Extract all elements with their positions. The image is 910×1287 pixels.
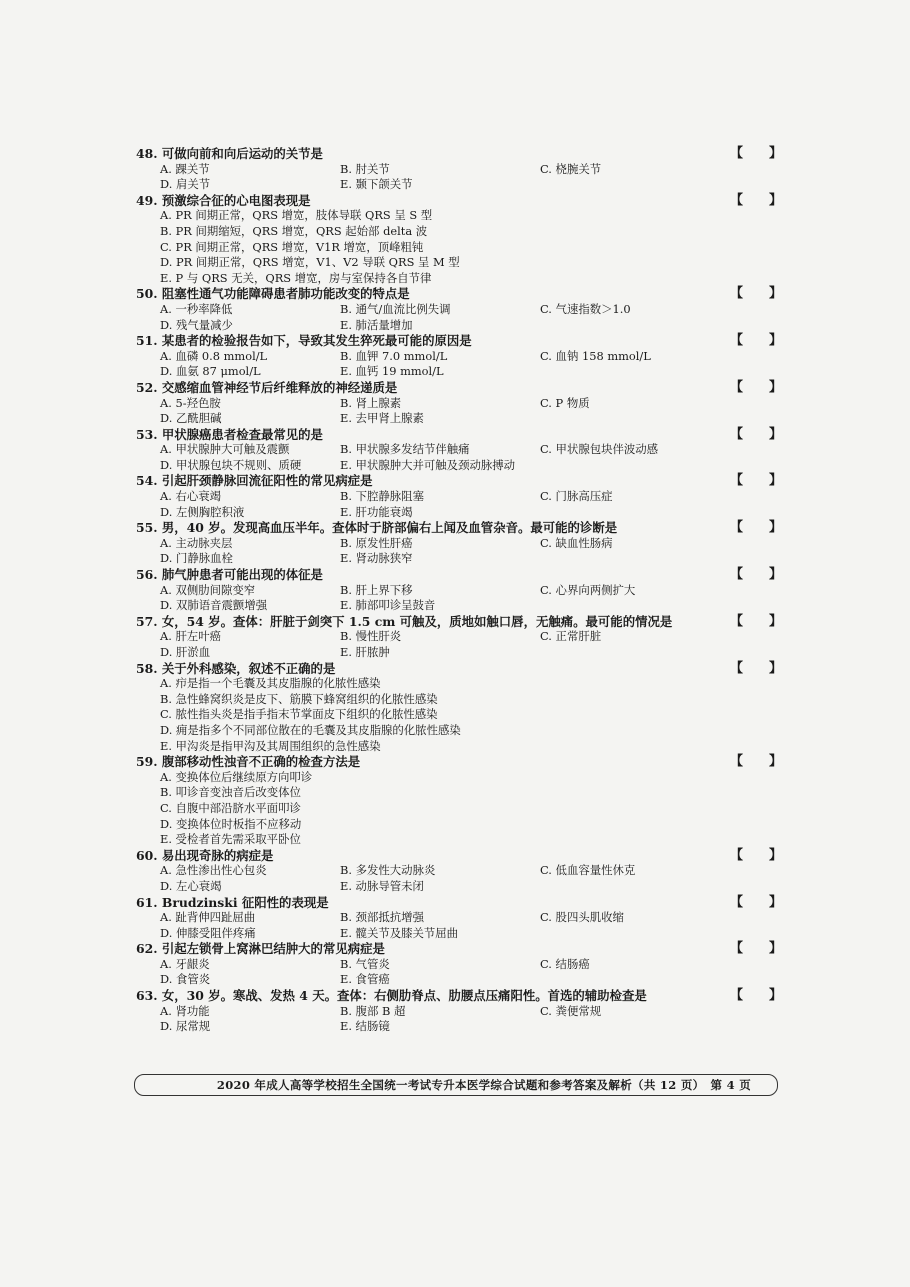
option-list	[160, 442, 796, 473]
answer-option: E. 肺部叩诊呈鼓音	[340, 598, 436, 613]
answer-option: B. 肾上腺素	[340, 395, 402, 410]
option-list	[160, 302, 796, 333]
answer-option: A. 急性渗出性心包炎	[160, 863, 267, 878]
bracket-close: 】	[768, 894, 782, 910]
answer-bracket[interactable]	[730, 333, 782, 349]
bracket-open: 【	[730, 379, 744, 395]
bracket-open: 【	[730, 847, 744, 863]
answer-option: C. 自腹中部沿脐水平面叩诊	[160, 800, 301, 815]
question-list	[136, 146, 796, 1035]
bracket-open: 【	[730, 567, 744, 583]
answer-bracket[interactable]	[730, 941, 782, 957]
answer-option: E. 甲状腺肿大并可触及颈动脉搏动	[340, 457, 516, 472]
bracket-close: 】	[768, 333, 782, 349]
answer-option: E. 食管癌	[340, 972, 390, 987]
answer-option: B. 肘关节	[340, 161, 390, 176]
answer-bracket[interactable]	[730, 614, 782, 630]
answer-option: A. 血磷 0.8 mmol/L	[160, 348, 268, 363]
answer-option: B. 慢性肝炎	[340, 629, 402, 644]
answer-option: B. PR 间期缩短，QRS 增宽，QRS 起始部 delta 波	[160, 223, 428, 238]
answer-option: A. 踝关节	[160, 161, 210, 176]
answer-bracket[interactable]	[730, 895, 782, 911]
question-stem-text: 55. 男，40 岁。发现高血压半年。查体时于脐部偏右上闻及血管杂音。最可能的诊断是	[136, 520, 618, 536]
option-list	[160, 583, 796, 614]
bracket-open: 【	[730, 754, 744, 770]
answer-option: D. 左侧胸腔积液	[160, 504, 245, 519]
question-stem	[136, 895, 796, 911]
bracket-close: 】	[768, 988, 782, 1004]
question-item	[136, 473, 796, 520]
answer-option: D. 双肺语音震颤增强	[160, 598, 268, 613]
option-list	[160, 863, 796, 894]
question-item	[136, 567, 796, 614]
answer-option: E. 去甲肾上腺素	[340, 411, 424, 426]
bracket-close: 】	[768, 754, 782, 770]
answer-option: E. 动脉导管未闭	[340, 878, 424, 893]
answer-option: C. 血钠 158 mmol/L	[540, 348, 651, 363]
answer-option: C. 甲状腺包块伴波动感	[540, 442, 659, 457]
option-list	[160, 910, 796, 941]
option-list	[160, 349, 796, 380]
answer-bracket[interactable]	[730, 520, 782, 536]
question-stem-text: 48. 可做向前和向后运动的关节是	[136, 146, 323, 161]
answer-option: E. P 与 QRS 无关，QRS 增宽，房与室保持各自节律	[160, 270, 432, 285]
answer-option: E. 血钙 19 mmol/L	[340, 364, 444, 379]
answer-option: B. 通气/血流比例失调	[340, 301, 451, 316]
question-stem-text: 58. 关于外科感染，叙述不正确的是	[136, 660, 336, 676]
question-item	[136, 333, 796, 380]
bracket-open: 【	[730, 613, 744, 629]
bracket-close: 】	[768, 379, 782, 395]
answer-option: C. 正常肝脏	[540, 629, 602, 644]
option-list	[160, 629, 796, 660]
question-item	[136, 146, 796, 193]
page-footer	[134, 1074, 778, 1096]
answer-option: B. 急性蜂窝织炎是皮下、筋膜下蜂窝组织的化脓性感染	[160, 691, 438, 706]
answer-option: C. 低血容量性休克	[540, 863, 636, 878]
question-item	[136, 895, 796, 942]
question-stem-text: 61. Brudzinski 征阳性的表现是	[136, 894, 329, 910]
bracket-close: 】	[768, 426, 782, 442]
answer-option: A. 肾功能	[160, 1003, 210, 1018]
answer-option: E. 肝功能衰竭	[340, 504, 413, 519]
option-list	[160, 396, 796, 427]
bracket-open: 【	[730, 894, 744, 910]
bracket-open: 【	[730, 286, 744, 302]
question-stem-text: 63. 女，30 岁。寒战、发热 4 天。查体：右侧肋脊点、肋腰点压痛阳性。首选的辅助检查是	[136, 988, 647, 1004]
answer-option: A. 一秒率降低	[160, 301, 233, 316]
option-list	[160, 162, 796, 193]
question-stem-text: 57. 女，54 岁。查体：肝脏于剑突下 1.5 cm 可触及，质地如触口唇，无触痛。最可能的情况是	[136, 613, 673, 629]
answer-bracket[interactable]	[730, 567, 782, 583]
answer-option: A. 肝左叶癌	[160, 629, 222, 644]
question-stem-text: 51. 某患者的检验报告如下，导致其发生猝死最可能的原因是	[136, 333, 472, 349]
question-item	[136, 520, 796, 567]
answer-option: D. 左心衰竭	[160, 878, 222, 893]
answer-option: D. 残气量减少	[160, 317, 233, 332]
bracket-open: 【	[730, 333, 744, 349]
question-stem	[136, 427, 796, 443]
bracket-open: 【	[730, 473, 744, 489]
answer-option: D. 变换体位时板指不应移动	[160, 816, 302, 831]
answer-bracket[interactable]	[730, 286, 782, 302]
answer-option: D. 肩关节	[160, 177, 211, 192]
question-stem	[136, 567, 796, 583]
answer-option: C. 心界向两侧扩大	[540, 582, 636, 597]
answer-option: A. 甲状腺肿大可触及震颤	[160, 442, 290, 457]
option-list	[160, 1004, 796, 1035]
answer-bracket[interactable]	[730, 193, 782, 209]
answer-bracket[interactable]	[730, 848, 782, 864]
answer-option: A. 主动脉夹层	[160, 535, 233, 550]
bracket-close: 】	[768, 520, 782, 536]
bracket-close: 】	[768, 847, 782, 863]
bracket-open: 【	[730, 941, 744, 957]
answer-option: C. P 物质	[540, 395, 590, 410]
question-stem-text: 60. 易出现奇脉的病症是	[136, 847, 274, 863]
bracket-close: 】	[768, 567, 782, 583]
question-item	[136, 614, 796, 661]
answer-option: C. 结肠癌	[540, 956, 590, 971]
bracket-open: 【	[730, 192, 744, 208]
question-item	[136, 661, 796, 755]
bracket-close: 】	[768, 286, 782, 302]
answer-option: C. 粪便常规	[540, 1003, 602, 1018]
answer-bracket[interactable]	[730, 988, 782, 1004]
question-stem	[136, 754, 796, 770]
answer-option: C. 门脉高压症	[540, 489, 613, 504]
question-stem	[136, 286, 796, 302]
question-stem	[136, 614, 796, 630]
answer-option: C. 脓性指头炎是指手指末节掌面皮下组织的化脓性感染	[160, 707, 438, 722]
answer-option: E. 髋关节及膝关节屈曲	[340, 925, 459, 940]
option-list	[160, 536, 796, 567]
answer-option: A. 变换体位后继续原方向叩诊	[160, 769, 313, 784]
question-stem	[136, 473, 796, 489]
answer-option: D. 乙酰胆碱	[160, 411, 222, 426]
question-stem-text: 59. 腹部移动性浊音不正确的检查方法是	[136, 754, 361, 770]
answer-option: B. 下腔静脉阻塞	[340, 489, 424, 504]
question-stem	[136, 146, 796, 162]
answer-option: D. PR 间期正常，QRS 增宽，V1、V2 导联 QRS 呈 M 型	[160, 255, 460, 270]
answer-option: B. 原发性肝癌	[340, 535, 413, 550]
bracket-close: 】	[768, 146, 782, 161]
answer-bracket[interactable]	[730, 427, 782, 443]
answer-option: A. 趾背伸四趾屈曲	[160, 910, 256, 925]
question-item	[136, 193, 796, 287]
answer-bracket[interactable]	[730, 380, 782, 396]
question-stem	[136, 941, 796, 957]
answer-option: B. 血钾 7.0 mmol/L	[340, 348, 448, 363]
question-item	[136, 380, 796, 427]
question-stem-text: 52. 交感缩血管神经节后纤维释放的神经递质是	[136, 379, 398, 395]
answer-option: C. 桡腕关节	[540, 161, 602, 176]
question-item	[136, 848, 796, 895]
answer-option: B. 叩诊音变浊音后改变体位	[160, 785, 301, 800]
question-stem-text: 56. 肺气肿患者可能出现的体征是	[136, 567, 323, 583]
option-list	[160, 676, 796, 754]
question-stem	[136, 380, 796, 396]
answer-option: D. 甲状腺包块不规则、质硬	[160, 457, 302, 472]
question-stem	[136, 520, 796, 536]
answer-option: A. 疖是指一个毛囊及其皮脂腺的化脓性感染	[160, 676, 381, 691]
bracket-open: 【	[730, 520, 744, 536]
answer-option: E. 受检者首先需采取平卧位	[160, 832, 301, 847]
answer-option: C. 缺血性肠病	[540, 535, 613, 550]
option-list	[160, 957, 796, 988]
answer-option: C. 气速指数＞1.0	[540, 301, 631, 316]
answer-option: A. PR 间期正常，QRS 增宽，肢体导联 QRS 呈 S 型	[160, 208, 433, 223]
answer-option: E. 肝脓肿	[340, 645, 390, 659]
question-item	[136, 427, 796, 474]
answer-option: E. 结肠镜	[340, 1019, 390, 1034]
question-stem	[136, 193, 796, 209]
question-stem	[136, 988, 796, 1004]
bracket-open: 【	[730, 988, 744, 1004]
answer-option: D. 痈是指多个不同部位散在的毛囊及其皮脂腺的化脓性感染	[160, 722, 461, 737]
bracket-close: 】	[768, 660, 782, 676]
option-list	[160, 770, 796, 848]
answer-bracket[interactable]	[730, 473, 782, 489]
question-stem-text: 62. 引起左锁骨上窝淋巴结肿大的常见病症是	[136, 941, 385, 957]
answer-option: B. 肝上界下移	[340, 582, 413, 597]
answer-option: D. 伸膝受阻伴疼痛	[160, 925, 256, 940]
bracket-open: 【	[730, 660, 744, 676]
answer-option: B. 甲状腺多发结节伴触痛	[340, 442, 470, 457]
question-item	[136, 754, 796, 848]
answer-bracket[interactable]	[730, 146, 782, 162]
option-list	[160, 208, 796, 286]
answer-option: D. 血氨 87 μmol/L	[160, 364, 261, 379]
answer-option: D. 门静脉血栓	[160, 551, 233, 566]
question-stem-text: 49. 预激综合征的心电图表现是	[136, 192, 311, 208]
bracket-close: 】	[768, 613, 782, 629]
answer-option: A. 右心衰竭	[160, 489, 222, 504]
question-stem	[136, 848, 796, 864]
answer-option: C. 股四头肌收缩	[540, 910, 624, 925]
answer-option: B. 气管炎	[340, 956, 390, 971]
question-stem-text: 54. 引起肝颈静脉回流征阳性的常见病症是	[136, 473, 373, 489]
question-item	[136, 988, 796, 1035]
question-item	[136, 286, 796, 333]
answer-option: E. 肺活量增加	[340, 317, 413, 332]
bracket-close: 】	[768, 192, 782, 208]
answer-option: E. 肾动脉狭窄	[340, 551, 413, 566]
answer-option: D. 食管炎	[160, 972, 211, 987]
answer-option: B. 腹部 B 超	[340, 1003, 406, 1018]
answer-option: A. 5-羟色胺	[160, 395, 221, 410]
bracket-close: 】	[768, 941, 782, 957]
option-list	[160, 489, 796, 520]
question-stem-text: 50. 阻塞性通气功能障碍患者肺功能改变的特点是	[136, 286, 410, 302]
answer-option: B. 多发性大动脉炎	[340, 863, 436, 878]
answer-option: E. 甲沟炎是指甲沟及其周围组织的急性感染	[160, 738, 381, 753]
answer-bracket[interactable]	[730, 661, 782, 677]
footer-text: 2020 年成人高等学校招生全国统一考试专升本医学综合试题和参考答案及解析（共 12 页） 第 4 页	[216, 1078, 751, 1092]
answer-option: C. PR 间期正常，QRS 增宽，V1R 增宽，顶峰粗钝	[160, 239, 424, 254]
question-item	[136, 941, 796, 988]
answer-option: A. 牙龈炎	[160, 956, 210, 971]
bracket-open: 【	[730, 426, 744, 442]
answer-option: B. 颈部抵抗增强	[340, 910, 424, 925]
bracket-close: 】	[768, 473, 782, 489]
question-stem	[136, 661, 796, 677]
question-stem-text: 53. 甲状腺癌患者检查最常见的是	[136, 426, 323, 442]
answer-option: D. 尿常规	[160, 1019, 211, 1034]
answer-bracket[interactable]	[730, 754, 782, 770]
answer-option: A. 双侧肋间隙变窄	[160, 582, 256, 597]
answer-option: D. 肝淤血	[160, 645, 211, 659]
answer-option: E. 颞下颌关节	[340, 177, 413, 192]
bracket-open: 【	[730, 146, 744, 161]
question-stem	[136, 333, 796, 349]
